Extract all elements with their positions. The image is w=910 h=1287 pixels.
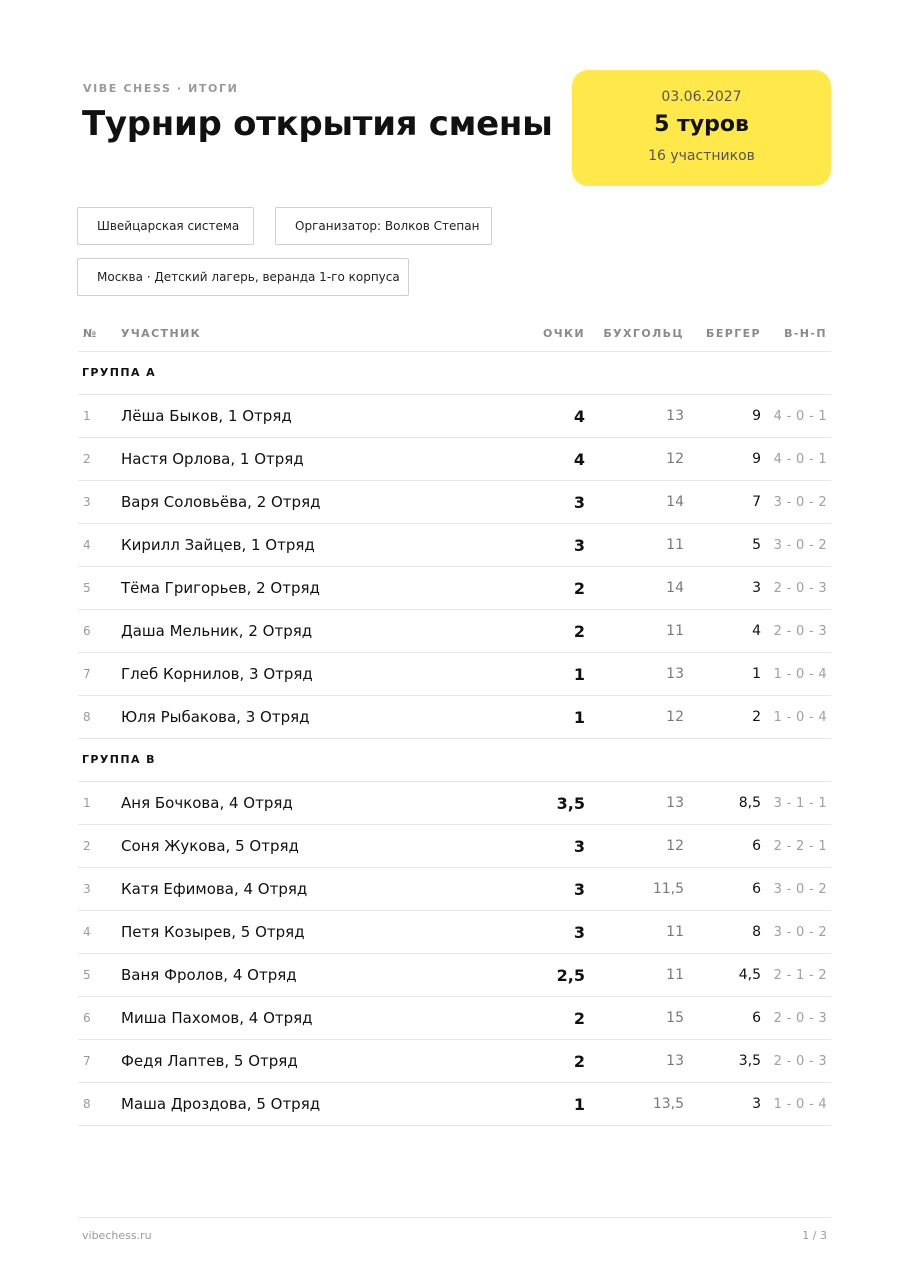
points-value: 2 [573,621,585,641]
table-row [78,567,831,610]
berger-value: 8,5 [738,795,761,811]
table-row [78,1083,831,1126]
buchholz-value: 11 [666,537,684,553]
wdl-value: 2 - 0 - 3 [773,1010,827,1026]
table-row [78,825,831,868]
wdl-value: 2 - 1 - 2 [773,967,827,983]
buchholz-value: 14 [666,580,684,596]
points-value: 3,5 [556,793,585,813]
buchholz-value: 12 [666,709,684,725]
berger-value: 6 [752,838,761,854]
column-header-num: № [83,327,98,340]
participant-name: Катя Ефимова, 4 Отряд [121,880,308,898]
table-row [78,438,831,481]
wdl-value: 3 - 0 - 2 [773,924,827,940]
berger-value: 3 [752,580,761,596]
row-number: 4 [83,538,91,552]
wdl-value: 1 - 0 - 4 [773,709,827,725]
buchholz-value: 11 [666,967,684,983]
participant-name: Лёша Быков, 1 Отряд [121,407,292,425]
berger-value: 8 [752,924,761,940]
table-body [78,352,831,1126]
column-header-berger: БЕРГЕР [706,327,761,340]
row-number: 3 [83,495,91,509]
buchholz-value: 11 [666,924,684,940]
participant-name: Настя Орлова, 1 Отряд [121,450,304,468]
footer-divider [78,1217,831,1218]
points-value: 3 [573,879,585,899]
points-value: 4 [573,406,585,426]
berger-value: 3 [752,1096,761,1112]
table-row [78,524,831,567]
table-row [78,696,831,739]
system-chip: Швейцарская система [77,207,254,245]
participant-name: Ваня Фролов, 4 Отряд [121,966,297,984]
brand-caption: VIBE CHESS · ИТОГИ [83,82,239,95]
row-number: 5 [83,968,91,982]
group-heading [78,352,831,395]
points-value: 2 [573,1051,585,1071]
berger-value: 6 [752,881,761,897]
berger-value: 1 [752,666,761,682]
berger-value: 9 [752,408,761,424]
buchholz-value: 13,5 [652,1096,684,1112]
participant-name: Федя Лаптев, 5 Отряд [121,1052,298,1070]
participant-name: Маша Дроздова, 5 Отряд [121,1095,321,1113]
berger-value: 7 [752,494,761,510]
buchholz-value: 13 [666,795,684,811]
place-chip: Москва · Детский лагерь, веранда 1-го корпуса [77,258,409,296]
buchholz-value: 11,5 [652,881,684,897]
berger-value: 3,5 [738,1053,761,1069]
buchholz-value: 14 [666,494,684,510]
berger-value: 5 [752,537,761,553]
buchholz-value: 12 [666,451,684,467]
table-row [78,911,831,954]
table-row [78,653,831,696]
group-name: ГРУППА В [82,753,156,766]
wdl-value: 3 - 1 - 1 [773,795,827,811]
page-number: 1 / 3 [802,1229,827,1242]
participant-name: Тёма Григорьев, 2 Отряд [121,579,320,597]
table-row [78,481,831,524]
participant-name: Даша Мельник, 2 Отряд [121,622,313,640]
berger-value: 9 [752,451,761,467]
players-count: 16 участников [648,148,755,164]
participant-name: Юля Рыбакова, 3 Отряд [121,708,310,726]
wdl-value: 4 - 0 - 1 [773,408,827,424]
buchholz-value: 13 [666,666,684,682]
group-heading [78,739,831,782]
participant-name: Петя Козырев, 5 Отряд [121,923,305,941]
participant-name: Аня Бочкова, 4 Отряд [121,794,293,812]
points-value: 3 [573,535,585,555]
buchholz-value: 12 [666,838,684,854]
table-row [78,610,831,653]
table-row [78,868,831,911]
column-header-name: УЧАСТНИК [121,327,202,340]
row-number: 1 [83,409,91,423]
berger-value: 4,5 [738,967,761,983]
row-number: 7 [83,1054,91,1068]
rounds-count: 5 туров [654,112,749,137]
points-value: 1 [573,707,585,727]
points-value: 2 [573,578,585,598]
row-number: 8 [83,1097,91,1111]
participant-name: Варя Соловьёва, 2 Отряд [121,493,321,511]
page-title: Турнир открытия смены [82,104,553,144]
buchholz-value: 13 [666,408,684,424]
group-name: ГРУППА А [82,366,157,379]
points-value: 1 [573,1094,585,1114]
points-value: 3 [573,492,585,512]
wdl-value: 1 - 0 - 4 [773,1096,827,1112]
buchholz-value: 13 [666,1053,684,1069]
wdl-value: 2 - 2 - 1 [773,838,827,854]
table-row [78,395,831,438]
standings-table [78,315,831,1126]
table-row [78,997,831,1040]
row-number: 3 [83,882,91,896]
table-row [78,954,831,997]
row-number: 6 [83,624,91,638]
row-number: 6 [83,1011,91,1025]
wdl-value: 3 - 0 - 2 [773,537,827,553]
berger-value: 6 [752,1010,761,1026]
column-header-points: ОЧКИ [542,327,585,340]
wdl-value: 2 - 0 - 3 [773,580,827,596]
table-header [78,315,831,352]
table-row [78,1040,831,1083]
footer-site: vibechess.ru [82,1229,152,1242]
participant-name: Глеб Корнилов, 3 Отряд [121,665,313,683]
participant-name: Миша Пахомов, 4 Отряд [121,1009,313,1027]
row-number: 2 [83,452,91,466]
table-row [78,782,831,825]
points-value: 3 [573,836,585,856]
berger-value: 4 [752,623,761,639]
points-value: 3 [573,922,585,942]
row-number: 2 [83,839,91,853]
wdl-value: 2 - 0 - 3 [773,623,827,639]
row-number: 1 [83,796,91,810]
wdl-value: 2 - 0 - 3 [773,1053,827,1069]
points-value: 1 [573,664,585,684]
wdl-value: 1 - 0 - 4 [773,666,827,682]
row-number: 4 [83,925,91,939]
buchholz-value: 15 [666,1010,684,1026]
column-header-buchholz: БУХГОЛЬЦ [603,327,684,340]
row-number: 5 [83,581,91,595]
wdl-value: 3 - 0 - 2 [773,494,827,510]
summary-card [572,70,831,186]
participant-name: Кирилл Зайцев, 1 Отряд [121,536,315,554]
points-value: 2,5 [556,965,585,985]
wdl-value: 3 - 0 - 2 [773,881,827,897]
wdl-value: 4 - 0 - 1 [773,451,827,467]
row-number: 8 [83,710,91,724]
points-value: 4 [573,449,585,469]
tournament-date: 03.06.2027 [661,89,742,105]
row-number: 7 [83,667,91,681]
points-value: 2 [573,1008,585,1028]
column-header-wdl: В-Н-П [784,327,827,340]
buchholz-value: 11 [666,623,684,639]
berger-value: 2 [752,709,761,725]
participant-name: Соня Жукова, 5 Отряд [121,837,299,855]
organizer-chip: Организатор: Волков Степан [275,207,492,245]
